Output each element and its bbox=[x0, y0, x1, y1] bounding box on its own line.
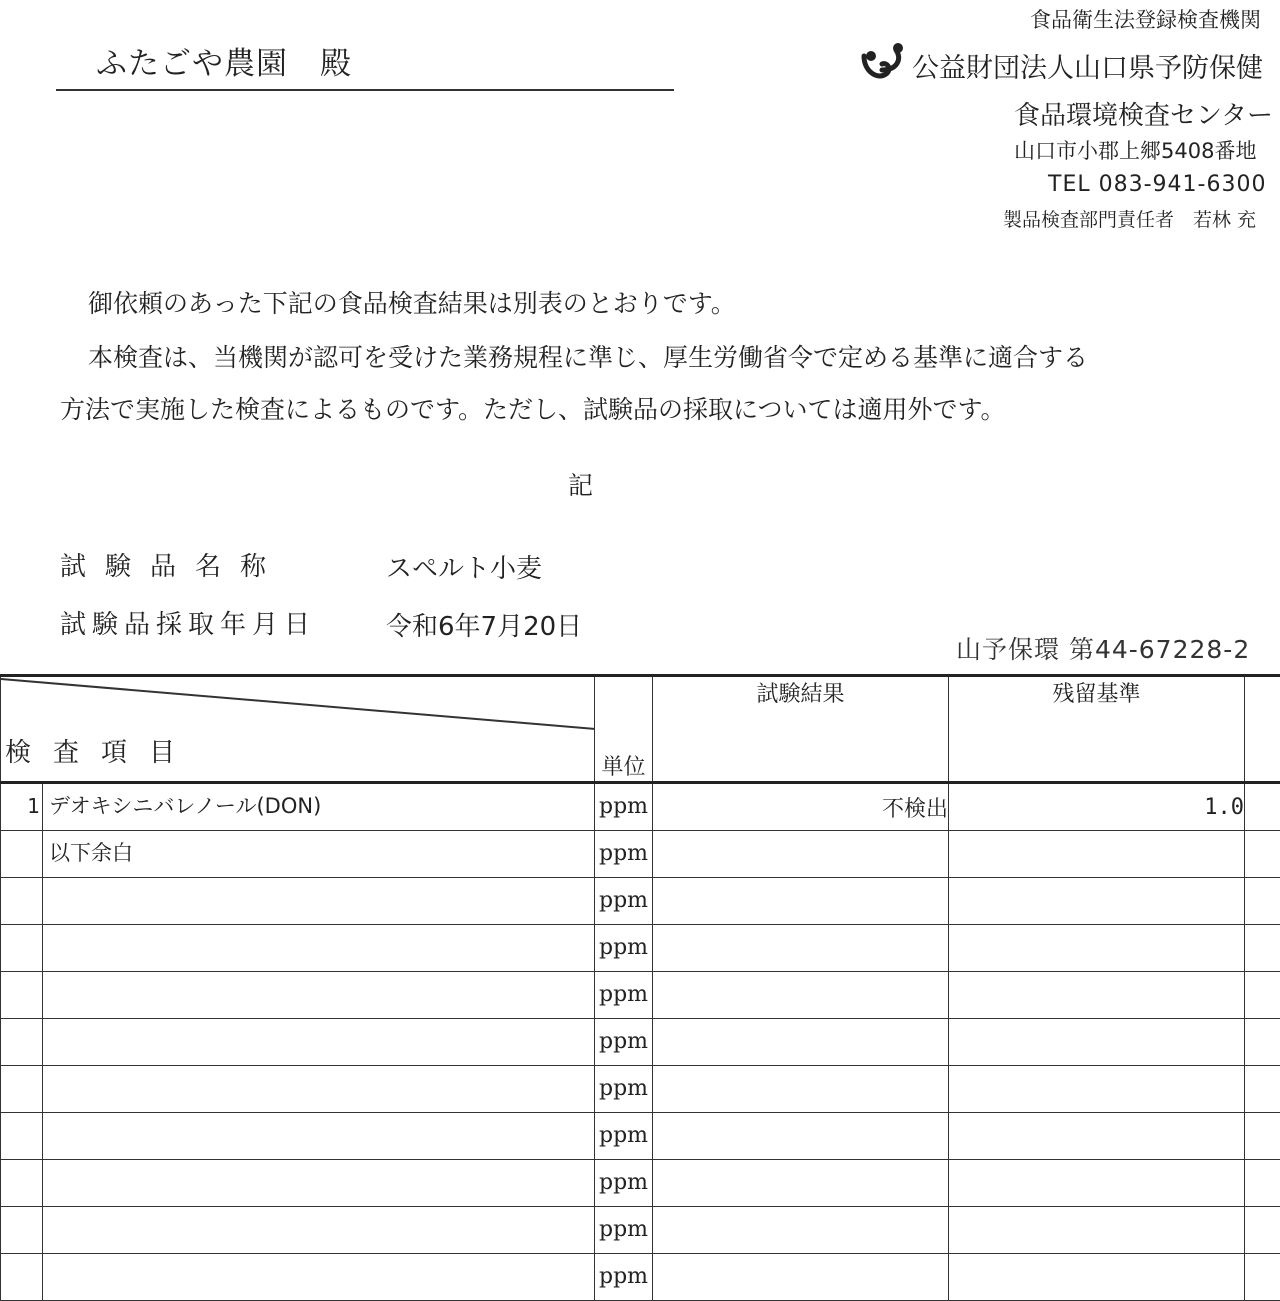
limit-cell bbox=[949, 1254, 1245, 1301]
result-cell bbox=[653, 1207, 949, 1254]
item-name: デオキシニバレノール(DON) bbox=[49, 784, 321, 828]
row-number bbox=[1, 1207, 43, 1253]
result-cell bbox=[653, 1254, 949, 1301]
item-cell bbox=[1, 1113, 595, 1160]
unit-cell: ppm bbox=[595, 1207, 653, 1254]
limit-cell bbox=[949, 1066, 1245, 1113]
extra-cell bbox=[1245, 1113, 1280, 1160]
unit-cell: ppm bbox=[595, 878, 653, 925]
header-limit: 残留基準 bbox=[949, 676, 1245, 783]
sample-date-value: 令和6年7月20日 bbox=[386, 606, 582, 643]
item-cell bbox=[1, 1254, 595, 1301]
table-header-row bbox=[1, 676, 1280, 783]
item-name: 以下余白 bbox=[49, 831, 133, 875]
unit-cell: ppm bbox=[595, 1113, 653, 1160]
sample-name-value: スペルト小麦 bbox=[386, 548, 542, 585]
unit-cell: ppm bbox=[595, 1019, 653, 1066]
item-cell bbox=[1, 972, 595, 1019]
header-item-cell bbox=[1, 676, 595, 783]
item-cell bbox=[1, 1207, 595, 1254]
unit-cell: ppm bbox=[595, 783, 653, 831]
table-row bbox=[1, 878, 1280, 925]
extra-cell bbox=[1245, 1254, 1280, 1301]
result-cell bbox=[653, 1113, 949, 1160]
result-cell bbox=[653, 1160, 949, 1207]
issuer-department: 食品環境検査センター bbox=[1014, 95, 1273, 132]
result-cell bbox=[653, 1066, 949, 1113]
table-row bbox=[1, 925, 1280, 972]
result-cell bbox=[653, 972, 949, 1019]
limit-cell bbox=[949, 972, 1245, 1019]
body-paragraph-1: 御依頼のあった下記の食品検査結果は別表のとおりです。 bbox=[88, 284, 736, 320]
unit-cell: ppm bbox=[595, 1066, 653, 1113]
table-row bbox=[1, 1254, 1280, 1301]
item-cell bbox=[1, 1019, 595, 1066]
extra-cell bbox=[1245, 878, 1280, 925]
table-row bbox=[1, 1160, 1280, 1207]
header-result: 試験結果 bbox=[653, 676, 949, 783]
sample-date-label: 試験品採取年月日 bbox=[60, 604, 316, 641]
row-number: 1 bbox=[1, 784, 43, 830]
extra-cell bbox=[1245, 925, 1280, 972]
result-cell bbox=[653, 1019, 949, 1066]
extra-cell bbox=[1245, 831, 1280, 878]
row-number bbox=[1, 1066, 43, 1112]
results-table bbox=[0, 674, 1280, 1301]
issuer-tel: TEL 083-941-6300 bbox=[1048, 172, 1266, 197]
issuer-responsible: 製品検査部門責任者 若林 充 bbox=[1003, 205, 1256, 232]
row-number bbox=[1, 1113, 43, 1159]
sample-name-label: 試験品名称 bbox=[60, 546, 285, 583]
item-cell bbox=[1, 831, 595, 878]
row-number bbox=[1, 878, 43, 924]
recipient-name: ふたごや農園 殿 bbox=[96, 38, 352, 83]
row-number bbox=[1, 1254, 43, 1300]
issuer-name: 公益財団法人山口県予防保健 bbox=[912, 46, 1263, 85]
limit-cell bbox=[949, 831, 1245, 878]
item-cell bbox=[1, 925, 595, 972]
table-body bbox=[1, 783, 1280, 1301]
table-row bbox=[1, 1113, 1280, 1160]
row-number bbox=[1, 1160, 43, 1206]
table-row bbox=[1, 1019, 1280, 1066]
item-cell bbox=[1, 1160, 595, 1207]
report-number: 山予保環 第44-67228-2 bbox=[956, 630, 1250, 666]
header-unit: 単位 bbox=[595, 676, 653, 783]
extra-cell bbox=[1245, 783, 1280, 831]
row-number bbox=[1, 925, 43, 971]
result-cell bbox=[653, 831, 949, 878]
recipient-underline bbox=[56, 89, 674, 91]
table-row bbox=[1, 831, 1280, 878]
unit-cell: ppm bbox=[595, 1254, 653, 1301]
issuer-address: 山口市小郡上郷5408番地 bbox=[1014, 135, 1256, 165]
unit-cell: ppm bbox=[595, 831, 653, 878]
body-paragraph-3: 方法で実施した検査によるものです。ただし、試験品の採取については適用外です。 bbox=[60, 390, 1006, 426]
unit-cell: ppm bbox=[595, 1160, 653, 1207]
table-row bbox=[1, 1066, 1280, 1113]
row-number bbox=[1, 1019, 43, 1065]
extra-cell bbox=[1245, 1066, 1280, 1113]
extra-cell bbox=[1245, 1207, 1280, 1254]
unit-cell: ppm bbox=[595, 925, 653, 972]
item-cell bbox=[1, 783, 595, 831]
limit-cell bbox=[949, 1019, 1245, 1066]
issuer-logo-icon bbox=[858, 40, 906, 82]
extra-cell bbox=[1245, 1160, 1280, 1207]
row-number bbox=[1, 831, 43, 877]
limit-cell bbox=[949, 925, 1245, 972]
item-cell bbox=[1, 878, 595, 925]
extra-cell bbox=[1245, 972, 1280, 1019]
table-row bbox=[1, 783, 1280, 831]
ki-heading: 記 bbox=[568, 466, 593, 502]
limit-cell: 1.0 bbox=[949, 783, 1245, 831]
header-extra bbox=[1245, 676, 1280, 783]
extra-cell bbox=[1245, 1019, 1280, 1066]
unit-cell: ppm bbox=[595, 972, 653, 1019]
result-cell bbox=[653, 925, 949, 972]
table-row bbox=[1, 972, 1280, 1019]
row-number bbox=[1, 972, 43, 1018]
limit-cell bbox=[949, 1113, 1245, 1160]
limit-cell bbox=[949, 878, 1245, 925]
limit-cell bbox=[949, 1207, 1245, 1254]
header-item: 検査項目 bbox=[5, 732, 197, 769]
item-cell bbox=[1, 1066, 595, 1113]
body-paragraph-2: 本検査は、当機関が認可を受けた業務規程に準じ、厚生労働省令で定める基準に適合する bbox=[88, 338, 1088, 374]
result-cell: 不検出 bbox=[653, 783, 949, 831]
table-row bbox=[1, 1207, 1280, 1254]
issuer-registration: 食品衛生法登録検査機関 bbox=[1030, 4, 1261, 34]
result-cell bbox=[653, 878, 949, 925]
limit-cell bbox=[949, 1160, 1245, 1207]
